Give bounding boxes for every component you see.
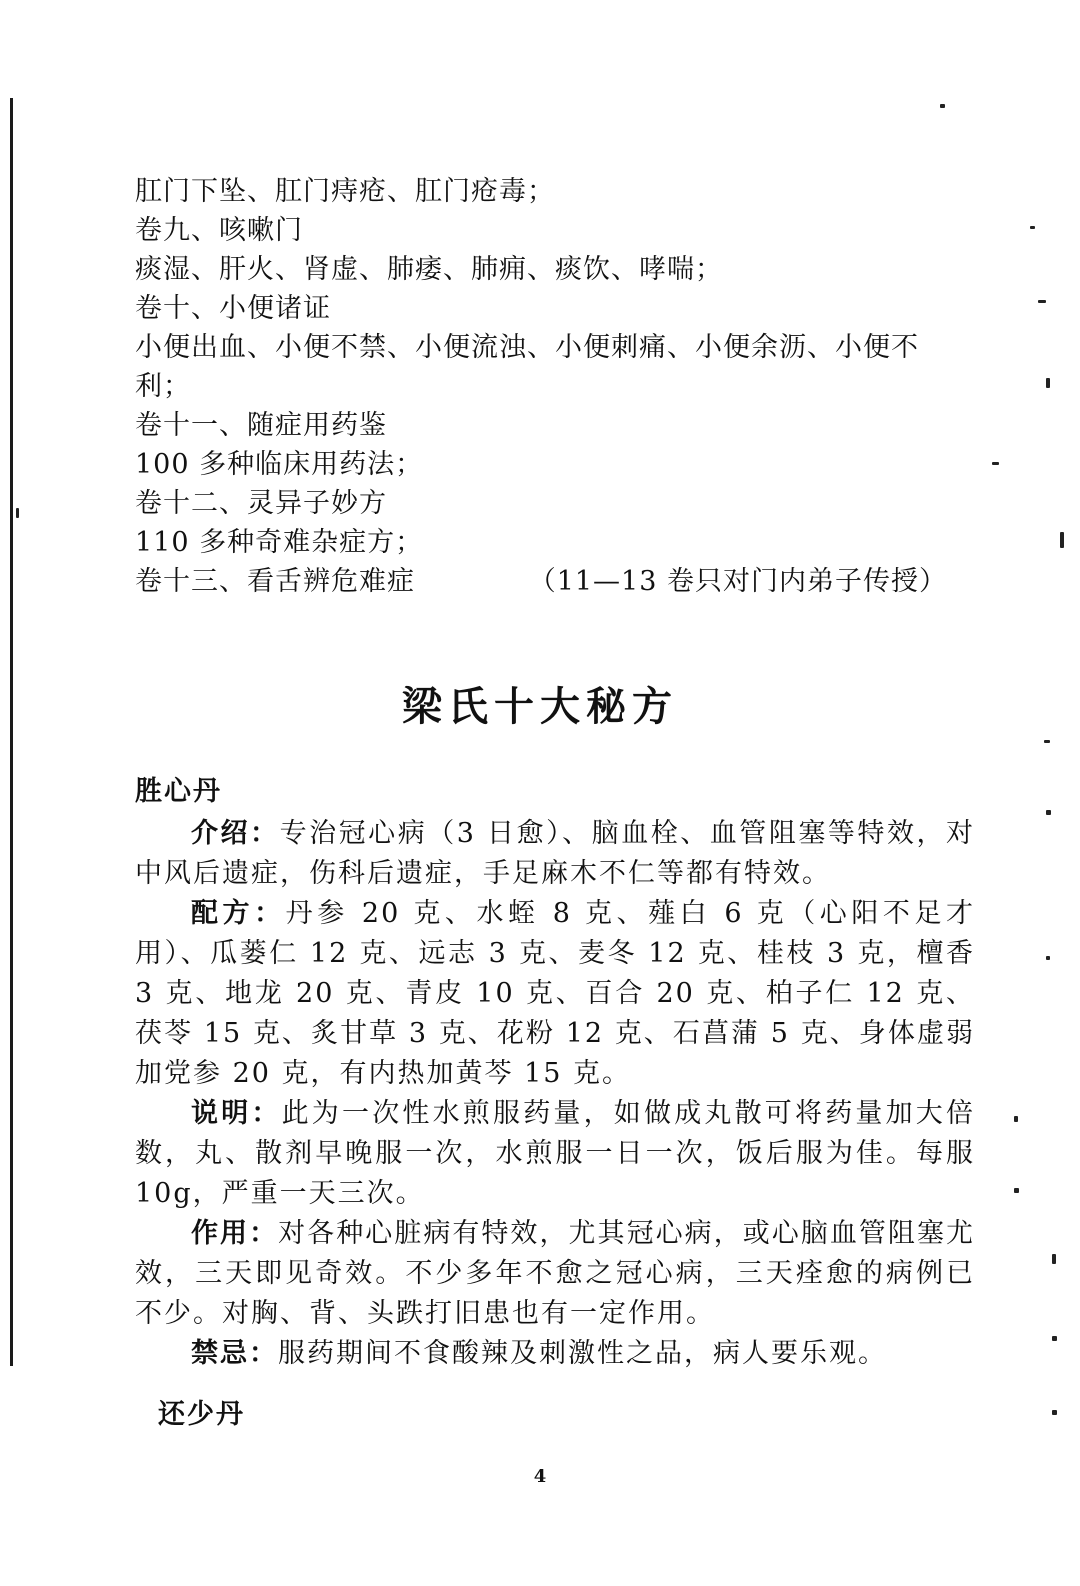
taboo-text: 服药期间不食酸辣及刺激性之品，病人要乐观。: [278, 1338, 887, 1369]
scan-margin-line: [10, 98, 13, 1366]
page-number: 4: [533, 1466, 547, 1487]
volume-heading: 卷十、小便诸证: [135, 293, 331, 324]
scan-speck: [1014, 1188, 1019, 1193]
intro-label: 介绍：: [191, 818, 280, 849]
note-text: 此为一次性水煎服药量，如做成丸散可将药量加大倍数，丸、散剂早晚服一次，水煎服一日一次，饭后服为佳。每服 10g，严重一天三次。: [135, 1098, 976, 1209]
scan-speck: [1052, 1410, 1057, 1415]
intro-text: 专治冠心病（3 日愈）、脑血栓、血管阻塞等特效，对中风后遗症，伤科后遗症，手足麻木不仁等都有特效。: [135, 818, 976, 889]
note-paragraph: [135, 1094, 975, 1214]
volume-heading: 卷十三、看舌辨危难症: [135, 566, 415, 597]
remedy-title: 胜心丹: [135, 776, 222, 807]
contents-line: 100 多种临床用药法；: [135, 449, 424, 480]
volume-contents-list: [135, 172, 975, 601]
scan-speck: [1030, 226, 1035, 229]
scan-speck: [1038, 300, 1046, 303]
scan-speck: [1046, 810, 1051, 815]
scan-speck: [1052, 1254, 1056, 1264]
formula-text: 丹参 20 克、水蛭 8 克、薤白 6 克（心阳不足才用）、瓜蒌仁 12 克、远志 3 克、麦冬 12 克、桂枝 3 克，檀香 3 克、地龙 20 克、青皮 10 克、百合 20 克、柏子仁 12 克、茯苓 15 克、炙甘草 3 克、花粉 12 克、石菖蒲 5 克、身体虚弱加党参 20 克，有内热加黄芩 15 克。: [135, 898, 975, 1089]
scan-speck: [1046, 378, 1050, 388]
taboo-paragraph: [135, 1334, 975, 1374]
remedy-entry: [135, 772, 975, 1374]
taboo-label: 禁忌：: [191, 1338, 278, 1369]
note-label: 说明：: [191, 1098, 282, 1129]
contents-line: 痰湿、肝火、肾虚、肺痿、肺痈、痰饮、哮喘；: [135, 254, 723, 285]
section-title: 梁氏十大秘方: [402, 683, 678, 730]
contents-line: 110 多种奇难杂症方；: [135, 527, 424, 558]
scan-speck: [1014, 1116, 1018, 1122]
formula-label: 配方：: [191, 898, 286, 929]
scan-speck: [1046, 956, 1050, 960]
formula-paragraph: [135, 894, 975, 1094]
effect-paragraph: [135, 1214, 975, 1334]
scan-speck: [992, 462, 999, 465]
scan-speck: [1052, 1336, 1057, 1341]
contents-line: 利；: [135, 371, 191, 402]
volume-heading: 卷十一、随症用药鉴: [135, 410, 387, 441]
intro-paragraph: [135, 814, 975, 894]
effect-text: 对各种心脏病有特效，尤其冠心病，或心脑血管阻塞尤效，三天即见奇效。不少多年不愈之冠心病，三天痊愈的病例已不少。对胸、背、头跌打旧患也有一定作用。: [135, 1218, 976, 1329]
scan-speck: [940, 104, 945, 108]
scan-speck: [1044, 740, 1050, 743]
contents-line: 小便出血、小便不禁、小便流浊、小便刺痛、小便余沥、小便不: [135, 332, 919, 363]
effect-label: 作用：: [191, 1218, 279, 1249]
scan-speck: [1060, 532, 1064, 548]
remedy-title-next: 还少丹: [158, 1399, 245, 1430]
contents-line: 肛门下坠、肛门痔疮、肛门疮毒；: [135, 176, 555, 207]
scan-speck: [16, 508, 19, 518]
volume-heading: 卷十二、灵异子妙方: [135, 488, 387, 519]
restriction-note: （11—13 卷只对门内弟子传授）: [528, 566, 947, 597]
volume-heading: 卷九、咳嗽门: [135, 215, 303, 246]
